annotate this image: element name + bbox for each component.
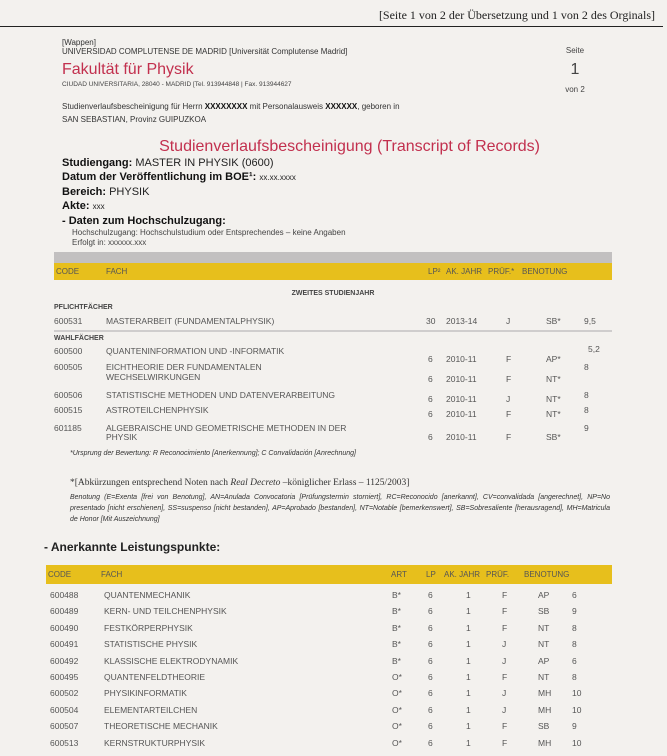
row-year: 1 xyxy=(466,672,471,682)
row-code: 600515 xyxy=(54,405,83,415)
row-year: 1 xyxy=(466,655,471,666)
table-row xyxy=(46,688,612,700)
recognized-credits-heading: - Anerkannte Leistungspunkte: xyxy=(44,540,221,554)
row-grade: SB* xyxy=(546,316,561,326)
row-exam: F xyxy=(502,672,508,682)
page-label: Seite xyxy=(565,46,585,55)
row-exam: J xyxy=(502,655,507,666)
cert-text: mit Personalausweis xyxy=(247,102,326,111)
row-type: B* xyxy=(392,590,401,600)
row-year: 1 xyxy=(466,704,471,715)
row-year: 2010-11 xyxy=(446,354,477,364)
row-value: 8 xyxy=(584,390,589,400)
row-subject-cont: WECHSELWIRKUNGEN xyxy=(106,372,201,382)
row-code: 600513 xyxy=(50,737,79,748)
row-subject: STATISTISCHE METHODEN UND DATENVERARBEITUNG xyxy=(106,390,336,400)
row-grade: NT* xyxy=(546,374,561,384)
row-exam: F xyxy=(502,737,508,748)
row-exam: F xyxy=(502,590,508,600)
row-lp: 6 xyxy=(428,737,433,748)
row-grade: AP xyxy=(538,590,550,600)
row-grade: SB xyxy=(538,721,550,732)
row-separator xyxy=(54,330,612,332)
row-code: 600489 xyxy=(50,606,79,617)
row-subject: KERNSTRUKTURPHYSIK xyxy=(104,737,206,748)
col-code: CODE xyxy=(48,570,72,579)
row-year: 1 xyxy=(466,737,471,748)
row-grade: MH xyxy=(538,704,552,715)
row-subject: KERN- UND TEILCHENPHYSIK xyxy=(104,606,227,617)
row-subject: STATISTISCHE PHYSIK xyxy=(104,639,198,650)
row-lp: 30 xyxy=(426,316,436,326)
row-year: 1 xyxy=(466,590,471,600)
row-type: B* xyxy=(392,639,401,650)
abbr-text: *[Abkürzungen entsprechend Noten nach xyxy=(70,478,231,488)
row-code: 600506 xyxy=(54,390,83,400)
row-year: 1 xyxy=(466,622,471,633)
row-grade: SB* xyxy=(546,432,561,442)
row-code: 601185 xyxy=(54,423,82,433)
row-value: 8 xyxy=(572,672,577,682)
row-value: 5,2 xyxy=(588,344,600,354)
row-type: O* xyxy=(392,721,402,732)
faculty-name: Fakultät für Physik xyxy=(62,61,194,78)
row-value: 9 xyxy=(572,721,577,732)
abbreviation-note xyxy=(70,478,409,488)
group-heading: PFLICHTFÄCHER xyxy=(54,304,113,311)
row-lp: 6 xyxy=(428,655,433,666)
coat-of-arms-note: [Wappen] xyxy=(62,38,96,47)
row-value: 9 xyxy=(584,423,589,433)
row-grade: NT* xyxy=(546,394,561,404)
row-lp: 6 xyxy=(428,590,433,600)
cert-text: Studienverlaufsbescheinigung für Herrn xyxy=(62,102,205,111)
col-grade: BENOTUNG xyxy=(522,267,568,276)
col-exam: PRÜF.* xyxy=(488,267,515,276)
row-year: 2013-14 xyxy=(446,316,478,326)
col-grade: BENOTUNG xyxy=(524,570,570,579)
row-exam: F xyxy=(506,409,512,419)
grade-origin-note: *Ursprung der Bewertung: R Reconocimiento [Anerkennung]; C Convalidación [Anrechnung] xyxy=(70,450,356,457)
row-subject: QUANTENINFORMATION UND -INFORMATIK xyxy=(106,346,285,356)
col-year: AK. JAHR xyxy=(444,570,481,579)
row-subject: QUANTENMECHANIK xyxy=(104,590,191,600)
row-year: 2010-11 xyxy=(446,409,477,419)
file-label: Akte: xyxy=(62,200,90,212)
year-subheading: ZWEITES STUDIENJAHR xyxy=(291,290,375,297)
row-value: 8 xyxy=(572,622,577,633)
col-year: AK. JAHR xyxy=(446,267,483,276)
table-row xyxy=(46,672,612,684)
row-type: O* xyxy=(392,704,402,715)
row-exam: F xyxy=(506,374,512,384)
row-subject-cont: PHYSIK xyxy=(106,432,138,442)
row-year: 2010-11 xyxy=(446,374,477,384)
row-grade: AP xyxy=(538,655,550,666)
row-value: 6 xyxy=(572,590,577,600)
row-code: 600502 xyxy=(50,688,79,699)
row-exam: F xyxy=(506,432,512,442)
table-row xyxy=(46,623,612,635)
student-name: XXXXXXXX xyxy=(204,102,248,111)
row-lp: 6 xyxy=(428,704,433,715)
row-subject: MASTERARBEIT (FUNDAMENTALPHYSIK) xyxy=(106,316,275,326)
row-code: 600500 xyxy=(54,346,83,356)
file-value: xxx xyxy=(92,202,105,211)
row-exam: F xyxy=(506,354,512,364)
row-subject: ALGEBRAISCHE UND GEOMETRISCHE METHODEN IN DER xyxy=(106,423,347,433)
row-subject: THEORETISCHE MECHANIK xyxy=(104,721,218,732)
col-lp: LP² xyxy=(428,267,441,276)
row-type: O* xyxy=(392,688,402,699)
area-value: PHYSIK xyxy=(109,186,150,198)
table-row xyxy=(46,606,612,618)
row-year: 1 xyxy=(466,688,471,699)
program-value: MASTER IN PHYSIK (0600) xyxy=(135,157,274,169)
row-subject: PHYSIKINFORMATIK xyxy=(104,688,187,699)
translation-page-note: [Seite 1 von 2 der Übersetzung und 1 von 2 des Orginals] xyxy=(378,8,655,22)
table-row xyxy=(46,705,612,717)
row-code: 600488 xyxy=(50,590,79,600)
row-subject: QUANTENFELDTHEORIE xyxy=(104,672,206,682)
row-lp: 6 xyxy=(428,688,433,699)
area-label: Bereich: xyxy=(62,186,107,198)
row-lp: 6 xyxy=(428,409,433,419)
cert-text: , geboren in xyxy=(357,102,400,111)
abbr-decree: Real Decreto xyxy=(230,478,281,488)
row-grade: NT xyxy=(538,622,550,633)
row-grade: NT* xyxy=(546,409,561,419)
student-id: XXXXXX xyxy=(325,102,358,111)
table-row xyxy=(46,590,612,602)
row-code: 600490 xyxy=(50,622,79,633)
row-type: O* xyxy=(392,672,402,682)
col-lp: LP xyxy=(426,570,436,579)
faculty-address: CIUDAD UNIVERSITARIA, 28040 - MADRID [Tel. 913944848 | Fax. 913944627 xyxy=(62,81,292,88)
row-exam: J xyxy=(506,316,511,326)
group-heading: WAHLFÄCHER xyxy=(54,335,104,342)
access-line: Hochschulzugang: Hochschulstudium oder Entsprechendes – keine Angaben xyxy=(72,228,346,237)
col-subject: FACH xyxy=(101,570,123,579)
row-value: 9 xyxy=(572,606,577,617)
row-code: 600495 xyxy=(50,672,79,682)
col-code: CODE xyxy=(56,267,80,276)
row-subject: EICHTHEORIE DER FUNDAMENTALEN xyxy=(106,362,262,372)
row-lp: 6 xyxy=(428,606,433,617)
col-subject: FACH xyxy=(106,267,128,276)
row-exam: F xyxy=(502,721,508,732)
table1-header xyxy=(54,263,612,280)
row-grade: MH xyxy=(538,688,552,699)
row-lp: 6 xyxy=(428,354,433,364)
row-type: O* xyxy=(392,737,402,748)
col-type: ART xyxy=(391,570,407,579)
row-year: 2010-11 xyxy=(446,432,477,442)
row-type: B* xyxy=(392,606,401,617)
row-type: B* xyxy=(392,655,401,666)
row-value: 6 xyxy=(572,655,577,666)
table-row xyxy=(46,738,612,750)
table-row xyxy=(46,639,612,651)
table-row xyxy=(46,721,612,733)
row-exam: F xyxy=(502,606,508,617)
program-label: Studiengang: xyxy=(62,157,133,169)
row-subject: KLASSISCHE ELEKTRODYNAMIK xyxy=(104,655,239,666)
row-year: 1 xyxy=(466,606,471,617)
row-subject: ELEMENTARTEILCHEN xyxy=(104,704,198,715)
row-exam: J xyxy=(502,688,507,699)
row-lp: 6 xyxy=(428,639,433,650)
boe-value: xx.xx.xxxx xyxy=(259,173,296,182)
row-lp: 6 xyxy=(428,394,433,404)
university-name: UNIVERSIDAD COMPLUTENSE DE MADRID [Universität Complutense Madrid] xyxy=(62,47,348,56)
row-code: 600505 xyxy=(54,362,83,372)
row-value: 10 xyxy=(572,737,582,748)
program-details xyxy=(62,156,346,248)
row-lp: 6 xyxy=(428,432,433,442)
row-grade: SB xyxy=(538,606,550,617)
page-indicator xyxy=(540,46,610,94)
row-lp: 6 xyxy=(428,622,433,633)
row-exam: F xyxy=(502,622,508,633)
row-value: 8 xyxy=(572,639,577,650)
row-value: 8 xyxy=(584,362,589,372)
row-value: 8 xyxy=(584,405,589,415)
row-code: 600531 xyxy=(54,316,83,326)
document-title: Studienverlaufsbescheinigung (Transcript of Records) xyxy=(159,138,540,155)
row-lp: 6 xyxy=(428,374,433,384)
certificate-statement xyxy=(62,100,582,126)
boe-label: Datum der Veröffentlichung im BOE¹: xyxy=(62,171,257,183)
row-grade: NT xyxy=(538,672,550,682)
row-code: 600507 xyxy=(50,721,79,732)
row-subject: ASTROTEILCHENPHYSIK xyxy=(106,405,209,415)
col-exam: PRÜF. xyxy=(486,570,510,579)
letterhead xyxy=(62,38,582,126)
access-line: Erfolgt in: xxxxxx.xxx xyxy=(72,238,147,247)
table2-header xyxy=(46,565,612,584)
row-year: 2010-11 xyxy=(446,394,477,404)
page-number: 1 xyxy=(570,61,580,78)
row-grade: MH xyxy=(538,737,552,748)
page-total: von 2 xyxy=(565,85,585,94)
row-value: 10 xyxy=(572,704,582,715)
row-exam: J xyxy=(502,704,507,715)
top-rule xyxy=(0,26,663,27)
access-heading: - Daten zum Hochschulzugang: xyxy=(62,215,226,227)
row-exam: J xyxy=(502,639,507,650)
row-lp: 6 xyxy=(428,721,433,732)
row-subject: FESTKÖRPERPHYSIK xyxy=(104,622,193,633)
row-code: 600492 xyxy=(50,655,79,666)
row-value: 10 xyxy=(572,688,582,699)
row-grade: NT xyxy=(538,639,550,650)
row-year: 1 xyxy=(466,639,471,650)
table-row xyxy=(46,656,612,668)
row-type: B* xyxy=(392,622,401,633)
abbr-text: –königlicher Erlass – 1125/2003] xyxy=(280,478,410,488)
row-exam: J xyxy=(506,394,511,404)
row-grade: AP* xyxy=(546,354,561,364)
row-code: 600504 xyxy=(50,704,79,715)
row-year: 1 xyxy=(466,721,471,732)
row-lp: 6 xyxy=(428,672,433,682)
row-value: 9,5 xyxy=(584,316,596,326)
birthplace: SAN SEBASTIAN, Provinz GUIPUZKOA xyxy=(62,115,207,124)
grade-legend: Benotung (E=Exenta [frei von Benotung], AN=Anulada Convocatoria [Prüfungstermin storniert], RC=Reconocido [anerkannt], CV=convalidada [angerechnet], NP=No presentado [nicht erschienen], SS=suspenso [nicht bestanden], AP=Aprobado [bestanden], NT=Notable [bemerkenswert], SB=Sobresaliente [herausragend], MH=Matricula de Honor [Mit Auszeichnung] xyxy=(70,494,610,523)
row-code: 600491 xyxy=(50,639,79,650)
